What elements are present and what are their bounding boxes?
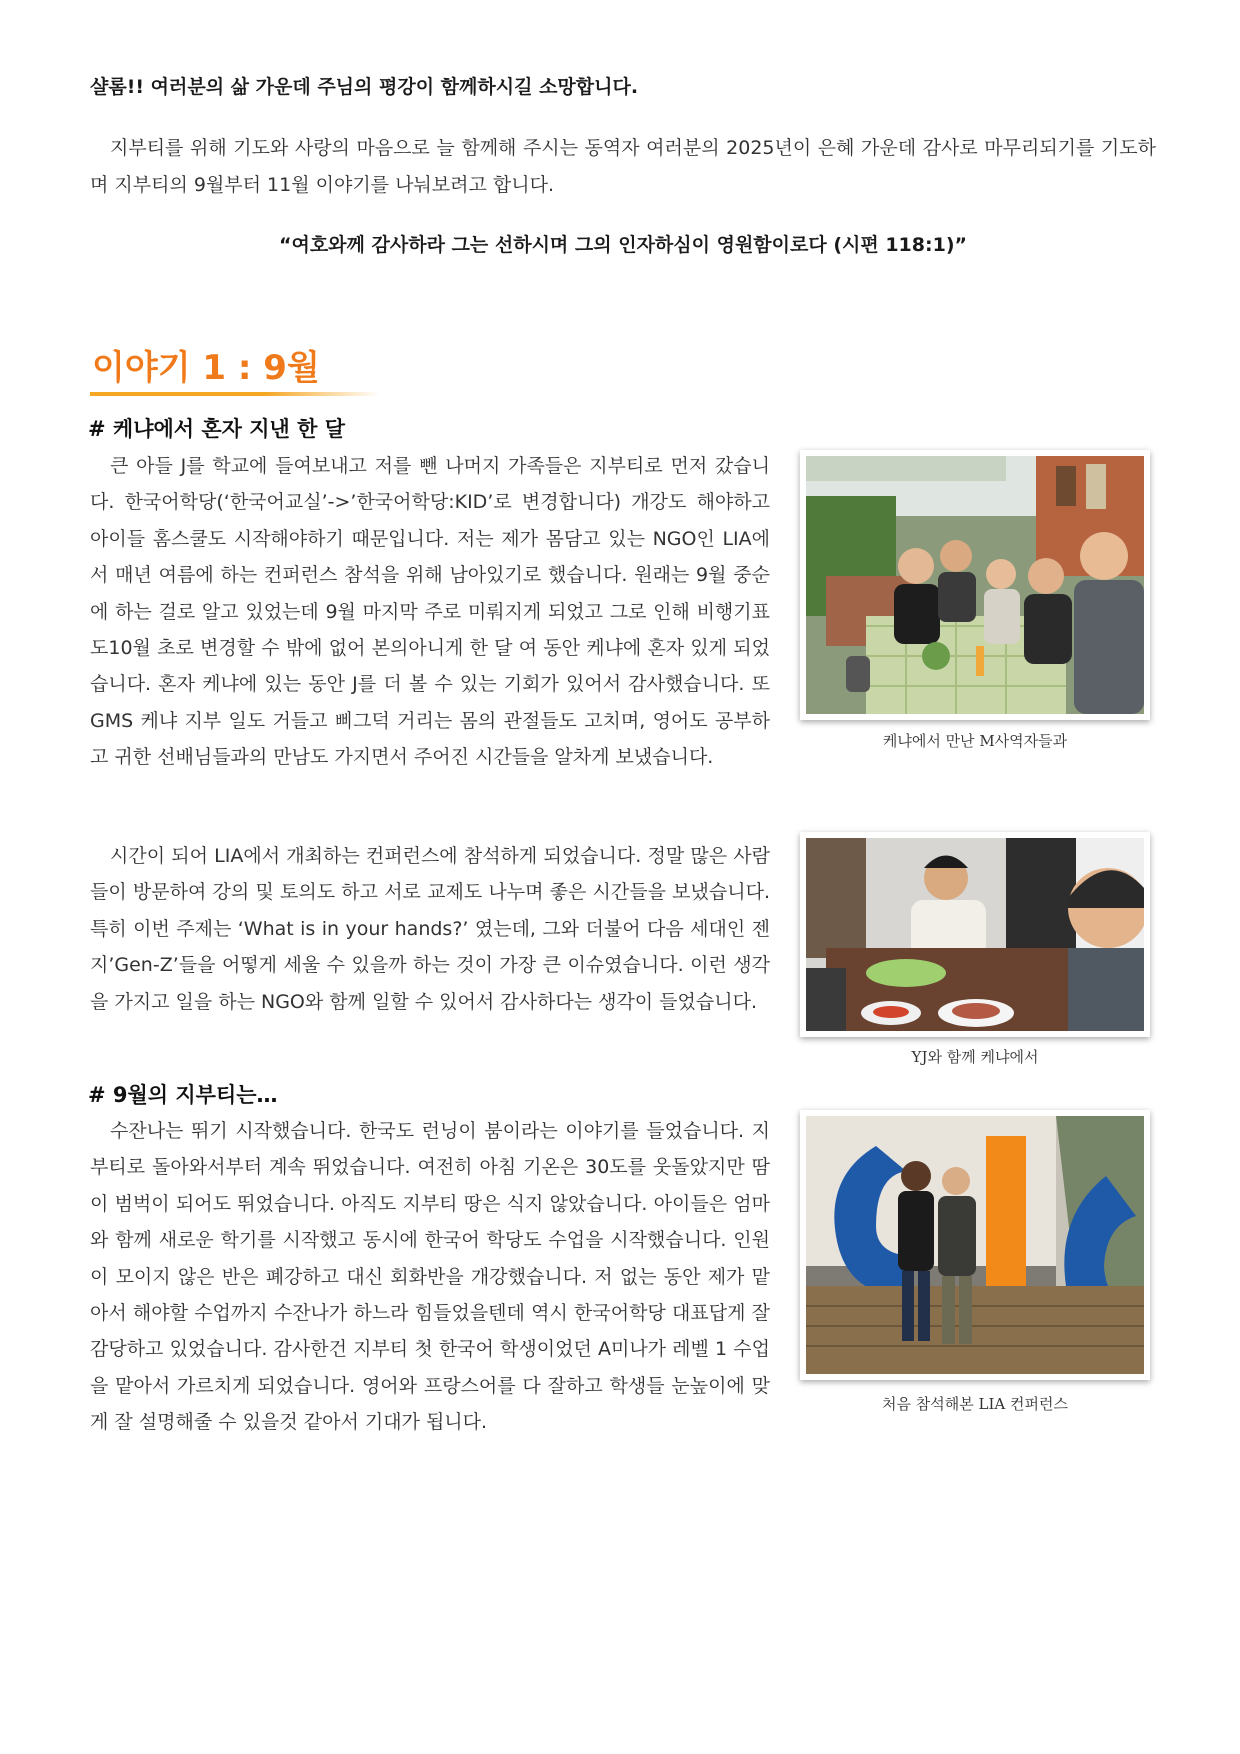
greeting: 샬롬!! 여러분의 삶 가운데 주님의 평강이 함께하시길 소망합니다. [90, 76, 639, 98]
conference-image [806, 1116, 1144, 1374]
photo-with-yj [800, 832, 1150, 1037]
photo-caption-2: YJ와 함께 케냐에서 [911, 1048, 1039, 1066]
photo-caption-3: 처음 참석해본 LIA 컨퍼런스 [882, 1395, 1068, 1413]
photo-caption-1: 케냐에서 만난 M사역자들과 [882, 732, 1068, 750]
section-heading-kenya: # 케냐에서 혼자 지낸 한 달 [88, 417, 346, 441]
photo-kenya-group [800, 450, 1150, 720]
dinner-table-image [806, 838, 1144, 1031]
story-title: 이야기 1 : 9월 [92, 348, 320, 388]
section-heading-djibouti-september: # 9월의 지부티는… [88, 1083, 278, 1107]
title-underline [90, 392, 380, 396]
paragraph-kenya-month: 큰 아들 J를 학교에 들여보내고 저를 뺀 나머지 가족들은 지부티로 먼저 갔습니다. 한국어학당(‘한국어교실’->’한국어학당:KID’로 변경합니다) 개강도 해야하고 아이들 홈스쿨도 시작해야하기 때문입니다. 저는 제가 몸담고 있는 NGO인 LIA에서 매년 여름에 하는 컨퍼런스 참석을 위해 남아있기로 했습니다. 원래는 9월 중순에 하는 걸로 알고 있었는데 9월 마지막 주로 미뤄지게 되었고 그로 인해 비행기표도10월 초로 변경할 수 밖에 없어 본의아니게 한 달 여 동안 케냐에 혼자 있게 되었습니다. 혼자 케냐에 있는 동안 J를 더 볼 수 있는 기회가 있어서 감사했습니다. 또 GMS 케냐 지부 일도 거들고 삐그덕 거리는 몸의 관절들도 고치며, 영어도 공부하고 귀한 선배님들과의 만남도 가지면서 주어진 시간들을 알차게 보냈습니다. [90, 455, 770, 769]
bible-verse: “여호와께 감사하라 그는 선하시며 그의 인자하심이 영원함이로다 (시편 118:1)” [278, 234, 967, 256]
photo-lia-conference [800, 1110, 1150, 1380]
paragraph-djibouti-september: 수잔나는 뛰기 시작했습니다. 한국도 런닝이 붐이라는 이야기를 들었습니다. 지부티로 돌아와서부터 계속 뛰었습니다. 여전히 아침 기온은 30도를 웃돌았지만 땀이 범벅이 되어도 뛰었습니다. 아직도 지부티 땅은 식지 않았습니다. 아이들은 엄마와 함께 새로운 학기를 시작했고 동시에 한국어 학당도 수업을 시작했습니다. 인원이 모이지 않은 반은 폐강하고 대신 회화반을 개강했습니다. 저 없는 동안 제가 맡아서 해야할 수업까지 수잔나가 하느라 힘들었을텐데 역시 한국어학당 대표답게 잘 감당하고 있었습니다. 감사한건 지부티 첫 한국어 학생이었던 A미나가 레벨 1 수업을 맡아서 가르치게 되었습니다. 영어와 프랑스어를 다 잘하고 학생들 눈높이에 맞게 잘 설명해줄 수 있을것 같아서 기대가 됩니다. [90, 1120, 770, 1434]
paragraph-lia-conference: 시간이 되어 LIA에서 개최하는 컨퍼런스에 참석하게 되었습니다. 정말 많은 사람들이 방문하여 강의 및 토의도 하고 서로 교제도 나누며 좋은 시간들을 보냈습니다. 특히 이번 주제는 ‘What is in your hands?’ 였는데, 그와 더불어 다음 세대인 젠지’Gen-Z’들을 어떻게 세울 수 있을까 하는 것이 가장 큰 이슈였습니다. 이런 생각을 가지고 일을 하는 NGO와 함께 일할 수 있어서 감사하다는 생각이 들었습니다. [90, 845, 770, 1013]
intro-paragraph: 지부티를 위해 기도와 사랑의 마음으로 늘 함께해 주시는 동역자 여러분의 2025년이 은혜 가운데 감사로 마무리되기를 기도하며 지부티의 9월부터 11월 이야기를 나눠보려고 합니다. [90, 137, 1156, 196]
restaurant-group-image [806, 456, 1144, 714]
